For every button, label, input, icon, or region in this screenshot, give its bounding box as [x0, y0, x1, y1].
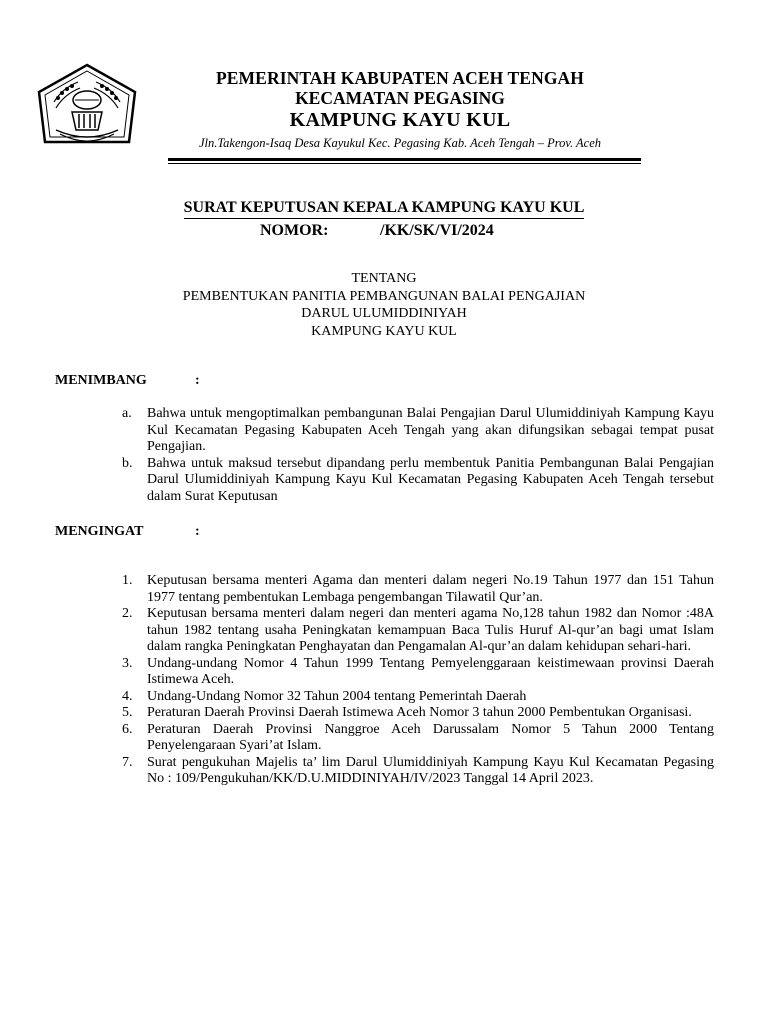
menimbang-colon: :: [195, 373, 200, 388]
mengingat-colon: :: [195, 524, 200, 539]
letterhead-rule-thin: [168, 163, 641, 164]
list-item: [122, 722, 714, 755]
list-text: Undang-undang Nomor 4 Tahun 1999 Tentang Pemyelenggaraan keistimewaan provinsi Daerah Istimewa Aceh.: [147, 655, 714, 687]
decree-number-label: NOMOR:: [260, 222, 329, 239]
subject-line-2: PEMBENTUKAN PANITIA PEMBANGUNAN BALAI PENGAJIAN: [182, 288, 586, 304]
list-marker: 7.: [122, 754, 133, 770]
list-marker: 4.: [122, 688, 133, 704]
list-item: [122, 573, 714, 606]
list-item: [122, 406, 714, 456]
regency-emblem-logo: [34, 62, 140, 152]
letterhead-government: PEMERINTAH KABUPATEN ACEH TENGAH: [216, 68, 584, 88]
menimbang-heading: [55, 372, 200, 390]
subject-line-4: KAMPUNG KAYU KUL: [311, 323, 457, 339]
list-marker: 2.: [122, 606, 133, 621]
list-item: [122, 705, 714, 722]
list-item: [122, 755, 714, 788]
subject-line-3: DARUL ULUMIDDINIYAH: [301, 306, 467, 321]
decree-number-value: /KK/SK/VI/2024: [380, 222, 494, 239]
list-item: [122, 606, 714, 656]
decree-title: [0, 198, 768, 219]
menimbang-label: MENIMBANG: [55, 373, 147, 388]
list-marker: 1.: [122, 573, 133, 588]
mengingat-heading: [55, 523, 200, 541]
mengingat-label: MENGINGAT: [55, 524, 144, 539]
list-text: Bahwa untuk mengoptimalkan pembangunan Balai Pengajian Darul Ulumiddiniyah Kampung Kayu Kul Kecamatan Pegasing Kabupaten Aceh Tengah yang akan difungsikan sebagai tempat pusat Pengajian.: [147, 406, 714, 454]
mengingat-list: [122, 573, 714, 788]
menimbang-list: [122, 406, 714, 505]
decree-title-text: SURAT KEPUTUSAN KEPALA KAMPUNG KAYU KUL: [184, 198, 585, 219]
letterhead-address: Jln.Takengon-Isaq Desa Kayukul Kec. Pegasing Kab. Aceh Tengah – Prov. Aceh: [198, 136, 602, 150]
list-marker: a.: [122, 406, 132, 421]
list-item: [122, 456, 714, 506]
list-text: Keputusan bersama menteri Agama dan menteri dalam negeri No.19 Tahun 1977 dan 151 Tahun 1977 tentang pembentukan Lembaga pengembangan Tilawatil Qur’an.: [147, 573, 714, 605]
list-marker: 5.: [122, 705, 133, 720]
list-marker: 3.: [122, 655, 133, 671]
decree-subject: [0, 270, 768, 340]
list-item: [122, 656, 714, 689]
list-text: Bahwa untuk maksud tersebut dipandang perlu membentuk Panitia Pembangunan Balai Pengajian Darul Ulumiddiniyah Kampung Kayu Kul Kecamatan Pegasing Kabupaten Aceh Tengah tersebut dalam Surat Keputusan: [147, 455, 714, 504]
list-marker: b.: [122, 455, 133, 471]
decree-number: [260, 221, 494, 241]
letterhead-district: KECAMATAN PEGASING: [295, 88, 505, 108]
letterhead-village: KAMPUNG KAYU KUL: [289, 109, 511, 131]
list-marker: 6.: [122, 721, 133, 737]
list-text: Surat pengukuhan Majelis ta’ lim Darul Ulumiddiniyah Kampung Kayu Kul Kecamatan Pegasing No : 109/Pengukuhan/KK/D.U.MIDDINIYAH/IV/2023 Tanggal 14 April 2023.: [147, 754, 714, 786]
list-text: Keputusan bersama menteri dalam negeri dan menteri agama No,128 tahun 1982 dan Nomor :48A tahun 1982 tentang usaha Peningkatan kemampuan Baca Tulis Huruf Al-qur’an bagi umat Islam dalam rangka Peningkatan Penghayatan dan Pengamalan Al-qur’an dalam kehidupan sehari-hari.: [147, 606, 714, 654]
list-text: Peraturan Daerah Provinsi Daerah Istimewa Aceh Nomor 3 tahun 2000 Pembentukan Organisasi.: [147, 705, 692, 720]
list-text: Undang-Undang Nomor 32 Tahun 2004 tentang Pemerintah Daerah: [147, 688, 527, 704]
list-item: [122, 689, 714, 706]
subject-tentang: TENTANG: [351, 271, 417, 286]
list-text: Peraturan Daerah Provinsi Nanggroe Aceh Darussalam Nomor 5 Tahun 2000 Tentang Penyelengaraan Syari’at Islam.: [147, 721, 714, 753]
letterhead: [150, 68, 650, 152]
letterhead-rule-thick: [168, 158, 641, 161]
